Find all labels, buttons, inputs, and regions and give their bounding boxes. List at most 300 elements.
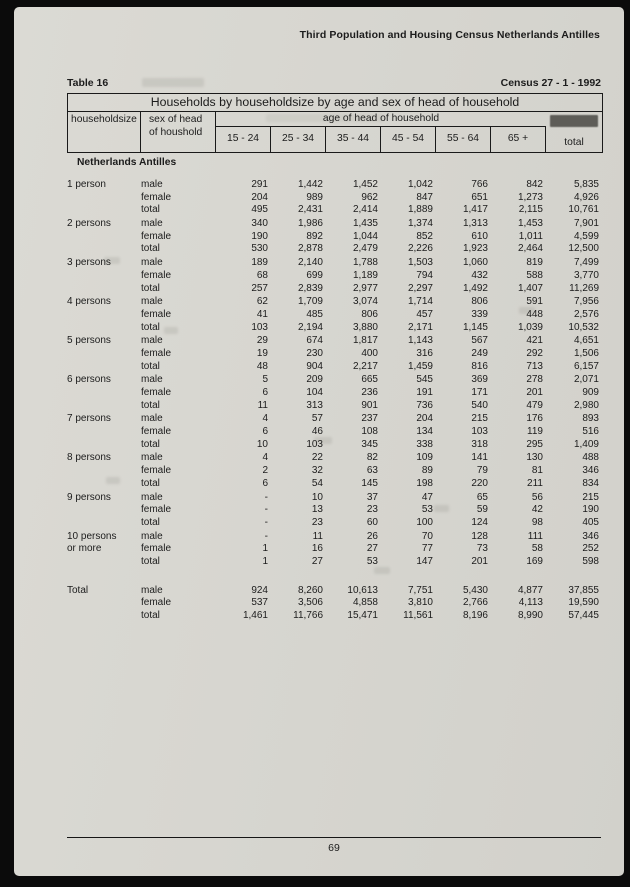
value-cell: 1,442 bbox=[297, 179, 323, 190]
value-cell: 201 bbox=[526, 387, 543, 398]
value-cell: 4,877 bbox=[517, 584, 543, 596]
value-cell: 37,855 bbox=[568, 584, 599, 596]
value-cell: 19 bbox=[256, 347, 268, 359]
value-cell: 1,042 bbox=[407, 179, 433, 190]
value-cell: 211 bbox=[527, 477, 543, 489]
value-cell: 479 bbox=[526, 399, 543, 411]
value-cell: - bbox=[264, 530, 268, 542]
value-cell: 1,452 bbox=[352, 179, 378, 190]
value-cell: 1,145 bbox=[462, 321, 488, 333]
value-cell: 41 bbox=[256, 308, 268, 320]
householdsize-cell bbox=[67, 243, 140, 256]
sex-cell: male bbox=[141, 179, 163, 190]
sex-cell: male bbox=[141, 452, 163, 464]
value-cell: 2,766 bbox=[462, 597, 488, 609]
value-cell: 665 bbox=[361, 374, 378, 386]
householdsize-cell bbox=[67, 400, 140, 413]
value-cell: 209 bbox=[306, 374, 323, 386]
table-row bbox=[67, 348, 601, 361]
sex-cell: male bbox=[141, 491, 163, 503]
column-header-age-25-34: 25 - 34 bbox=[271, 127, 326, 153]
sex-cell: total bbox=[141, 321, 160, 333]
value-cell: 567 bbox=[471, 335, 488, 347]
value-cell: 237 bbox=[361, 413, 378, 425]
value-cell: 111 bbox=[527, 530, 543, 542]
value-cell: 54 bbox=[311, 477, 323, 489]
table-row bbox=[67, 243, 601, 256]
value-cell: 847 bbox=[416, 191, 433, 203]
value-cell: 3,810 bbox=[407, 597, 433, 609]
value-cell: 1,407 bbox=[517, 282, 543, 294]
value-cell: 220 bbox=[471, 477, 488, 489]
value-cell: 2,839 bbox=[297, 282, 323, 294]
householdsize-cell bbox=[67, 517, 140, 530]
value-cell: 79 bbox=[476, 465, 488, 477]
value-cell: 316 bbox=[416, 347, 433, 359]
value-cell: 134 bbox=[416, 426, 433, 438]
age-range-headers bbox=[216, 127, 546, 153]
value-cell: 119 bbox=[527, 426, 543, 438]
table-row bbox=[67, 270, 601, 283]
value-cell: 201 bbox=[471, 555, 488, 567]
sex-header-line2: of houshold bbox=[149, 126, 203, 138]
householdsize-cell bbox=[67, 610, 140, 623]
value-cell: 989 bbox=[306, 191, 323, 203]
householdsize-cell bbox=[67, 361, 140, 374]
value-cell: 5 bbox=[262, 374, 268, 386]
table-row bbox=[67, 531, 601, 544]
value-cell: 1,986 bbox=[297, 218, 323, 230]
table-row bbox=[67, 517, 601, 530]
value-cell: 141 bbox=[471, 452, 488, 464]
table-row bbox=[67, 257, 601, 270]
sex-cell: total bbox=[141, 438, 160, 450]
table-row bbox=[67, 204, 601, 217]
value-cell: 23 bbox=[366, 504, 378, 516]
householdsize-cell bbox=[67, 426, 140, 439]
value-cell: 103 bbox=[471, 426, 488, 438]
value-cell: 2,414 bbox=[352, 204, 378, 216]
value-cell: 4 bbox=[262, 452, 268, 464]
value-cell: 537 bbox=[251, 597, 268, 609]
age-header-group bbox=[216, 112, 546, 153]
value-cell: 29 bbox=[256, 335, 268, 347]
value-cell: 37 bbox=[366, 491, 378, 503]
householdsize-cell bbox=[67, 192, 140, 205]
value-cell: 3,880 bbox=[352, 321, 378, 333]
table-row bbox=[67, 452, 601, 465]
sex-cell: female bbox=[141, 308, 172, 320]
householdsize-cell: 6 persons bbox=[67, 374, 111, 386]
householdsize-cell: Total bbox=[67, 584, 89, 596]
value-cell: 1,039 bbox=[517, 321, 543, 333]
value-cell: 1,060 bbox=[462, 257, 488, 269]
table-row bbox=[67, 387, 601, 400]
value-cell: 16 bbox=[311, 543, 323, 555]
value-cell: 909 bbox=[582, 387, 599, 398]
value-cell: 278 bbox=[526, 374, 543, 386]
sex-cell: female bbox=[141, 597, 172, 609]
value-cell: 2,217 bbox=[352, 360, 378, 372]
table-row bbox=[67, 610, 601, 623]
value-cell: 10,532 bbox=[568, 321, 599, 333]
census-table bbox=[67, 93, 603, 153]
value-cell: 591 bbox=[526, 296, 543, 308]
value-cell: 53 bbox=[421, 504, 433, 516]
column-header-age-45-54: 45 - 54 bbox=[381, 127, 436, 153]
value-cell: 1,417 bbox=[462, 204, 488, 216]
table-row bbox=[67, 231, 601, 244]
value-cell: 2,464 bbox=[517, 243, 543, 255]
value-cell: 98 bbox=[531, 516, 543, 528]
value-cell: 2,194 bbox=[297, 321, 323, 333]
householdsize-group bbox=[67, 257, 601, 295]
table-title: Households by householdsize by age and sex of head of household bbox=[68, 94, 602, 112]
value-cell: 432 bbox=[471, 269, 488, 281]
sex-cell: total bbox=[141, 516, 160, 528]
table-row bbox=[67, 322, 601, 335]
householdsize-cell bbox=[67, 322, 140, 335]
householdsize-cell: 9 persons bbox=[67, 491, 111, 503]
column-header-householdsize: householdsize bbox=[68, 112, 141, 153]
value-cell: 77 bbox=[421, 543, 433, 555]
value-cell: 2,297 bbox=[407, 282, 433, 294]
value-cell: 23 bbox=[311, 516, 323, 528]
value-cell: 1,503 bbox=[407, 257, 433, 269]
value-cell: 12,500 bbox=[568, 243, 599, 255]
householdsize-cell: 1 person bbox=[67, 179, 106, 190]
document-header: Third Population and Housing Census Netherlands Antilles bbox=[299, 29, 600, 41]
value-cell: 5,430 bbox=[462, 584, 488, 596]
value-cell: - bbox=[264, 491, 268, 503]
value-cell: 4,113 bbox=[518, 597, 543, 609]
value-cell: 59 bbox=[476, 504, 488, 516]
scanned-page bbox=[14, 7, 624, 876]
value-cell: 806 bbox=[471, 296, 488, 308]
column-header-age-65-plus: 65 + bbox=[491, 127, 546, 153]
householdsize-group bbox=[67, 218, 601, 256]
value-cell: 7,901 bbox=[573, 218, 599, 230]
value-cell: 10,613 bbox=[347, 584, 378, 596]
householdsize-cell bbox=[67, 270, 140, 283]
sex-cell: male bbox=[141, 257, 163, 269]
value-cell: 1 bbox=[262, 543, 268, 555]
householdsize-group bbox=[67, 531, 601, 569]
value-cell: 1,313 bbox=[462, 218, 488, 230]
table-row bbox=[67, 192, 601, 205]
value-cell: 651 bbox=[471, 191, 488, 203]
value-cell: 8,196 bbox=[462, 610, 488, 621]
value-cell: 1,189 bbox=[352, 269, 378, 281]
sex-cell: female bbox=[141, 543, 172, 555]
value-cell: 962 bbox=[361, 191, 378, 203]
value-cell: 10 bbox=[311, 491, 323, 503]
value-cell: 1,506 bbox=[573, 347, 599, 359]
value-cell: 1,044 bbox=[352, 230, 378, 242]
sex-cell: female bbox=[141, 465, 172, 477]
value-cell: 318 bbox=[471, 438, 488, 450]
column-header-age-55-64: 55 - 64 bbox=[436, 127, 491, 153]
householdsize-cell bbox=[67, 348, 140, 361]
value-cell: 834 bbox=[582, 477, 599, 489]
value-cell: 249 bbox=[471, 347, 488, 359]
value-cell: 2,479 bbox=[352, 243, 378, 255]
householdsize-cell bbox=[67, 556, 140, 569]
sex-cell: male bbox=[141, 374, 163, 386]
value-cell: 42 bbox=[531, 504, 543, 516]
table-row bbox=[67, 218, 601, 231]
value-cell: 369 bbox=[471, 374, 488, 386]
value-cell: - bbox=[264, 504, 268, 516]
value-cell: 58 bbox=[531, 543, 543, 555]
value-cell: 47 bbox=[421, 491, 433, 503]
sex-cell: male bbox=[141, 335, 163, 347]
table-row bbox=[67, 426, 601, 439]
value-cell: 32 bbox=[311, 465, 323, 477]
value-cell: 540 bbox=[471, 399, 488, 411]
table-header bbox=[68, 112, 602, 152]
value-cell: 2,171 bbox=[407, 321, 433, 333]
table-row bbox=[67, 492, 601, 505]
sex-cell: total bbox=[141, 282, 160, 294]
value-cell: 892 bbox=[306, 230, 323, 242]
value-cell: 904 bbox=[306, 360, 323, 372]
sex-cell: male bbox=[141, 530, 163, 542]
column-header-total bbox=[546, 112, 602, 153]
sex-cell: male bbox=[141, 413, 163, 425]
value-cell: 1,714 bbox=[407, 296, 433, 308]
sex-cell: male bbox=[141, 218, 163, 230]
sex-cell: total bbox=[141, 555, 160, 567]
sex-cell: female bbox=[141, 230, 172, 242]
column-header-age-35-44: 35 - 44 bbox=[326, 127, 381, 153]
value-cell: 62 bbox=[256, 296, 268, 308]
value-cell: 530 bbox=[251, 243, 268, 255]
householdsize-group bbox=[67, 296, 601, 334]
value-cell: 545 bbox=[416, 374, 433, 386]
value-cell: 1,453 bbox=[517, 218, 543, 230]
table-row bbox=[67, 439, 601, 452]
value-cell: 1,409 bbox=[573, 438, 599, 450]
value-cell: 893 bbox=[582, 413, 599, 425]
householdsize-cell bbox=[67, 204, 140, 217]
value-cell: 4,651 bbox=[573, 335, 599, 347]
value-cell: 516 bbox=[582, 426, 599, 438]
grand-total-group bbox=[67, 585, 601, 623]
value-cell: 924 bbox=[251, 584, 268, 596]
value-cell: 819 bbox=[526, 257, 543, 269]
value-cell: 457 bbox=[416, 308, 433, 320]
value-cell: 598 bbox=[582, 555, 599, 567]
value-cell: 6 bbox=[262, 477, 268, 489]
value-cell: 1,709 bbox=[297, 296, 323, 308]
value-cell: 736 bbox=[416, 399, 433, 411]
value-cell: 1,435 bbox=[352, 218, 378, 230]
householdsize-cell: 2 persons bbox=[67, 218, 111, 230]
value-cell: 103 bbox=[251, 321, 268, 333]
value-cell: 198 bbox=[416, 477, 433, 489]
value-cell: 1,461 bbox=[242, 610, 268, 621]
value-cell: 176 bbox=[526, 413, 543, 425]
sex-cell: female bbox=[141, 269, 172, 281]
value-cell: 7,751 bbox=[407, 584, 433, 596]
value-cell: 46 bbox=[311, 426, 323, 438]
value-cell: 191 bbox=[416, 387, 433, 398]
householdsize-cell bbox=[67, 504, 140, 517]
value-cell: 145 bbox=[361, 477, 378, 489]
value-cell: 1,459 bbox=[407, 360, 433, 372]
value-cell: 806 bbox=[361, 308, 378, 320]
value-cell: 10,761 bbox=[568, 204, 599, 216]
sex-cell: total bbox=[141, 610, 160, 621]
value-cell: 588 bbox=[526, 269, 543, 281]
value-cell: 48 bbox=[256, 360, 268, 372]
value-cell: 60 bbox=[366, 516, 378, 528]
value-cell: 292 bbox=[526, 347, 543, 359]
householdsize-cell bbox=[67, 439, 140, 452]
region-section-label: Netherlands Antilles bbox=[77, 157, 177, 168]
value-cell: 68 bbox=[256, 269, 268, 281]
value-cell: 4,599 bbox=[573, 230, 599, 242]
table-row bbox=[67, 283, 601, 296]
value-cell: 2,071 bbox=[573, 374, 599, 386]
value-cell: 346 bbox=[582, 465, 599, 477]
value-cell: 11,269 bbox=[569, 282, 599, 294]
value-cell: 11,766 bbox=[293, 610, 323, 621]
value-cell: 794 bbox=[416, 269, 433, 281]
householdsize-cell bbox=[67, 465, 140, 478]
value-cell: 11 bbox=[312, 530, 323, 542]
value-cell: 2,431 bbox=[297, 204, 323, 216]
householdsize-cell: 5 persons bbox=[67, 335, 111, 347]
value-cell: 1,817 bbox=[352, 335, 378, 347]
value-cell: 6,157 bbox=[573, 360, 599, 372]
value-cell: 128 bbox=[471, 530, 488, 542]
table-meta-row bbox=[67, 77, 601, 89]
value-cell: 610 bbox=[471, 230, 488, 242]
value-cell: 19,590 bbox=[568, 597, 599, 609]
householdsize-cell bbox=[67, 387, 140, 400]
value-cell: 346 bbox=[582, 530, 599, 542]
value-cell: 169 bbox=[526, 555, 543, 567]
value-cell: 63 bbox=[366, 465, 378, 477]
value-cell: 405 bbox=[582, 516, 599, 528]
sex-cell: total bbox=[141, 243, 160, 255]
value-cell: 448 bbox=[526, 308, 543, 320]
value-cell: 2,140 bbox=[297, 257, 323, 269]
value-cell: 108 bbox=[361, 426, 378, 438]
value-cell: 13 bbox=[311, 504, 323, 516]
value-cell: 204 bbox=[416, 413, 433, 425]
value-cell: 488 bbox=[582, 452, 599, 464]
value-cell: 1,788 bbox=[352, 257, 378, 269]
value-cell: 1,923 bbox=[462, 243, 488, 255]
value-cell: 339 bbox=[471, 308, 488, 320]
value-cell: 89 bbox=[421, 465, 433, 477]
value-cell: 204 bbox=[251, 191, 268, 203]
value-cell: 7,956 bbox=[573, 296, 599, 308]
householdsize-cell bbox=[67, 283, 140, 296]
sex-cell: female bbox=[141, 504, 172, 516]
value-cell: 236 bbox=[361, 387, 378, 398]
value-cell: 816 bbox=[471, 360, 488, 372]
table-row bbox=[67, 296, 601, 309]
value-cell: 104 bbox=[306, 387, 323, 398]
table-row bbox=[67, 478, 601, 491]
sex-cell: female bbox=[141, 426, 172, 438]
sex-cell: total bbox=[141, 477, 160, 489]
value-cell: 70 bbox=[421, 530, 433, 542]
sex-cell: male bbox=[141, 584, 163, 596]
census-date-label: Census 27 - 1 - 1992 bbox=[500, 77, 601, 89]
value-cell: 2,226 bbox=[407, 243, 433, 255]
householdsize-cell bbox=[67, 478, 140, 491]
value-cell: 6 bbox=[262, 426, 268, 438]
householdsize-group bbox=[67, 452, 601, 490]
value-cell: 674 bbox=[306, 335, 323, 347]
column-header-age-group: age of head of household bbox=[216, 112, 546, 127]
value-cell: 340 bbox=[251, 218, 268, 230]
householdsize-group bbox=[67, 413, 601, 451]
value-cell: 901 bbox=[361, 399, 378, 411]
value-cell: 2,980 bbox=[573, 399, 599, 411]
value-cell: 27 bbox=[311, 555, 323, 567]
value-cell: 57,445 bbox=[568, 610, 599, 621]
value-cell: 3,770 bbox=[573, 269, 599, 281]
value-cell: - bbox=[264, 516, 268, 528]
sex-cell: total bbox=[141, 399, 160, 411]
value-cell: 147 bbox=[416, 555, 433, 567]
sex-cell: female bbox=[141, 191, 172, 203]
householdsize-cell bbox=[67, 231, 140, 244]
value-cell: 22 bbox=[311, 452, 323, 464]
sex-cell: female bbox=[141, 387, 172, 398]
value-cell: 257 bbox=[251, 282, 268, 294]
table-row bbox=[67, 179, 601, 192]
scan-bleed-artifact bbox=[550, 115, 598, 127]
value-cell: 103 bbox=[306, 438, 323, 450]
value-cell: 215 bbox=[471, 413, 488, 425]
value-cell: 1,889 bbox=[407, 204, 433, 216]
value-cell: 485 bbox=[306, 308, 323, 320]
value-cell: 4,858 bbox=[352, 597, 378, 609]
sex-cell: total bbox=[141, 204, 160, 216]
value-cell: 2,878 bbox=[297, 243, 323, 255]
column-header-age-15-24: 15 - 24 bbox=[216, 127, 271, 153]
value-cell: 4,926 bbox=[573, 191, 599, 203]
householdsize-group bbox=[67, 335, 601, 373]
value-cell: 230 bbox=[306, 347, 323, 359]
value-cell: 766 bbox=[471, 179, 488, 190]
value-cell: 65 bbox=[476, 491, 488, 503]
householdsize-cell: 7 persons bbox=[67, 413, 111, 425]
sex-cell: female bbox=[141, 347, 172, 359]
value-cell: 313 bbox=[306, 399, 323, 411]
householdsize-cell bbox=[67, 597, 140, 610]
total-header-label: total bbox=[564, 137, 584, 148]
value-cell: 27 bbox=[366, 543, 378, 555]
value-cell: 53 bbox=[366, 555, 378, 567]
value-cell: 291 bbox=[251, 179, 268, 190]
table-row bbox=[67, 543, 601, 556]
value-cell: 190 bbox=[251, 230, 268, 242]
householdsize-cell bbox=[67, 309, 140, 322]
value-cell: 171 bbox=[471, 387, 488, 398]
value-cell: 6 bbox=[262, 387, 268, 398]
value-cell: 130 bbox=[526, 452, 543, 464]
householdsize-group bbox=[67, 179, 601, 217]
value-cell: 338 bbox=[416, 438, 433, 450]
